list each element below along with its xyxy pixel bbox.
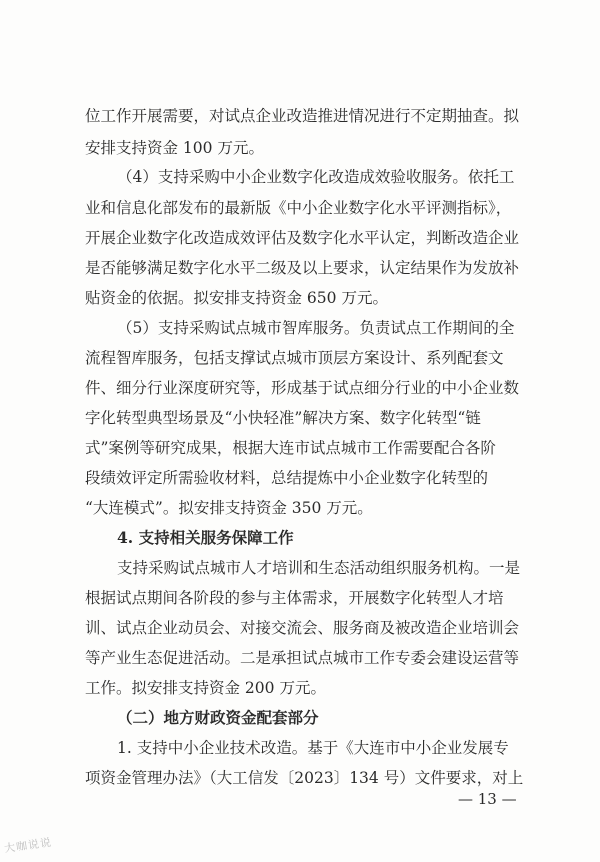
watermark: 大咖说说: [3, 835, 53, 856]
text-line: 训、试点企业动员会、对接交流会、服务商及被改造企业培训会: [85, 619, 520, 637]
section-heading: （二）地方财政资金配套部分: [117, 708, 319, 727]
text-line: 流程智库服务，包括支撑试点城市顶层方案设计、系列配套文: [85, 349, 504, 367]
section-heading: 4. 支持相关服务保障工作: [117, 528, 294, 547]
text-line: 工作。拟安排支持资金 200 万元。: [85, 679, 326, 697]
text-line: 业和信息化部发布的最新版《中小企业数字化水平评测指标》，: [85, 199, 512, 217]
text-line: 等产业生态促进活动。二是承担试点城市工作专委会建设运营等: [85, 649, 520, 667]
text-line: 段绩效评定所需验收材料，总结提炼中小企业数字化转型的: [85, 469, 489, 487]
text-line: 安排支持资金 100 万元。: [85, 139, 264, 157]
text-line: （5）支持采购试点城市智库服务。负责试点工作期间的全: [117, 319, 515, 337]
text-line: 字化转型典型场景及“小快轻准”解决方案、数字化转型“链: [85, 409, 481, 427]
text-line: 件、细分行业深度研究等，形成基于试点细分行业的中小企业数: [85, 379, 520, 397]
text-line: 1. 支持中小企业技术改造。基于《大连市中小企业发展专: [117, 739, 509, 757]
text-line: （4）支持采购中小企业数字化改造成效验收服务。依托工: [117, 168, 515, 186]
text-line: 是否能够满足数字化水平二级及以上要求，认定结果作为发放补: [85, 259, 520, 277]
text-line: 贴资金的依据。拟安排支持资金 650 万元。: [85, 289, 388, 307]
text-line: 开展企业数字化改造成效评估及数字化水平认定，判断改造企业: [85, 229, 520, 247]
text-line: 根据试点期间各阶段的参与主体需求，开展数字化转型人才培: [85, 589, 504, 607]
text-line: 项资金管理办法》（大工信发〔2023〕134 号）文件要求，对上: [85, 769, 524, 787]
text-line: 支持采购试点城市人才培训和生态活动组织服务机构。一是: [117, 559, 521, 577]
text-line: 位工作开展需要，对试点企业改造推进情况进行不定期抽查。拟: [85, 107, 520, 125]
text-line: 式”案例等研究成果，根据大连市试点城市工作需要配合各阶: [85, 439, 496, 457]
page-number: — 13 —: [458, 790, 517, 808]
text-line: “大连模式”。拟安排支持资金 350 万元。: [85, 499, 373, 517]
